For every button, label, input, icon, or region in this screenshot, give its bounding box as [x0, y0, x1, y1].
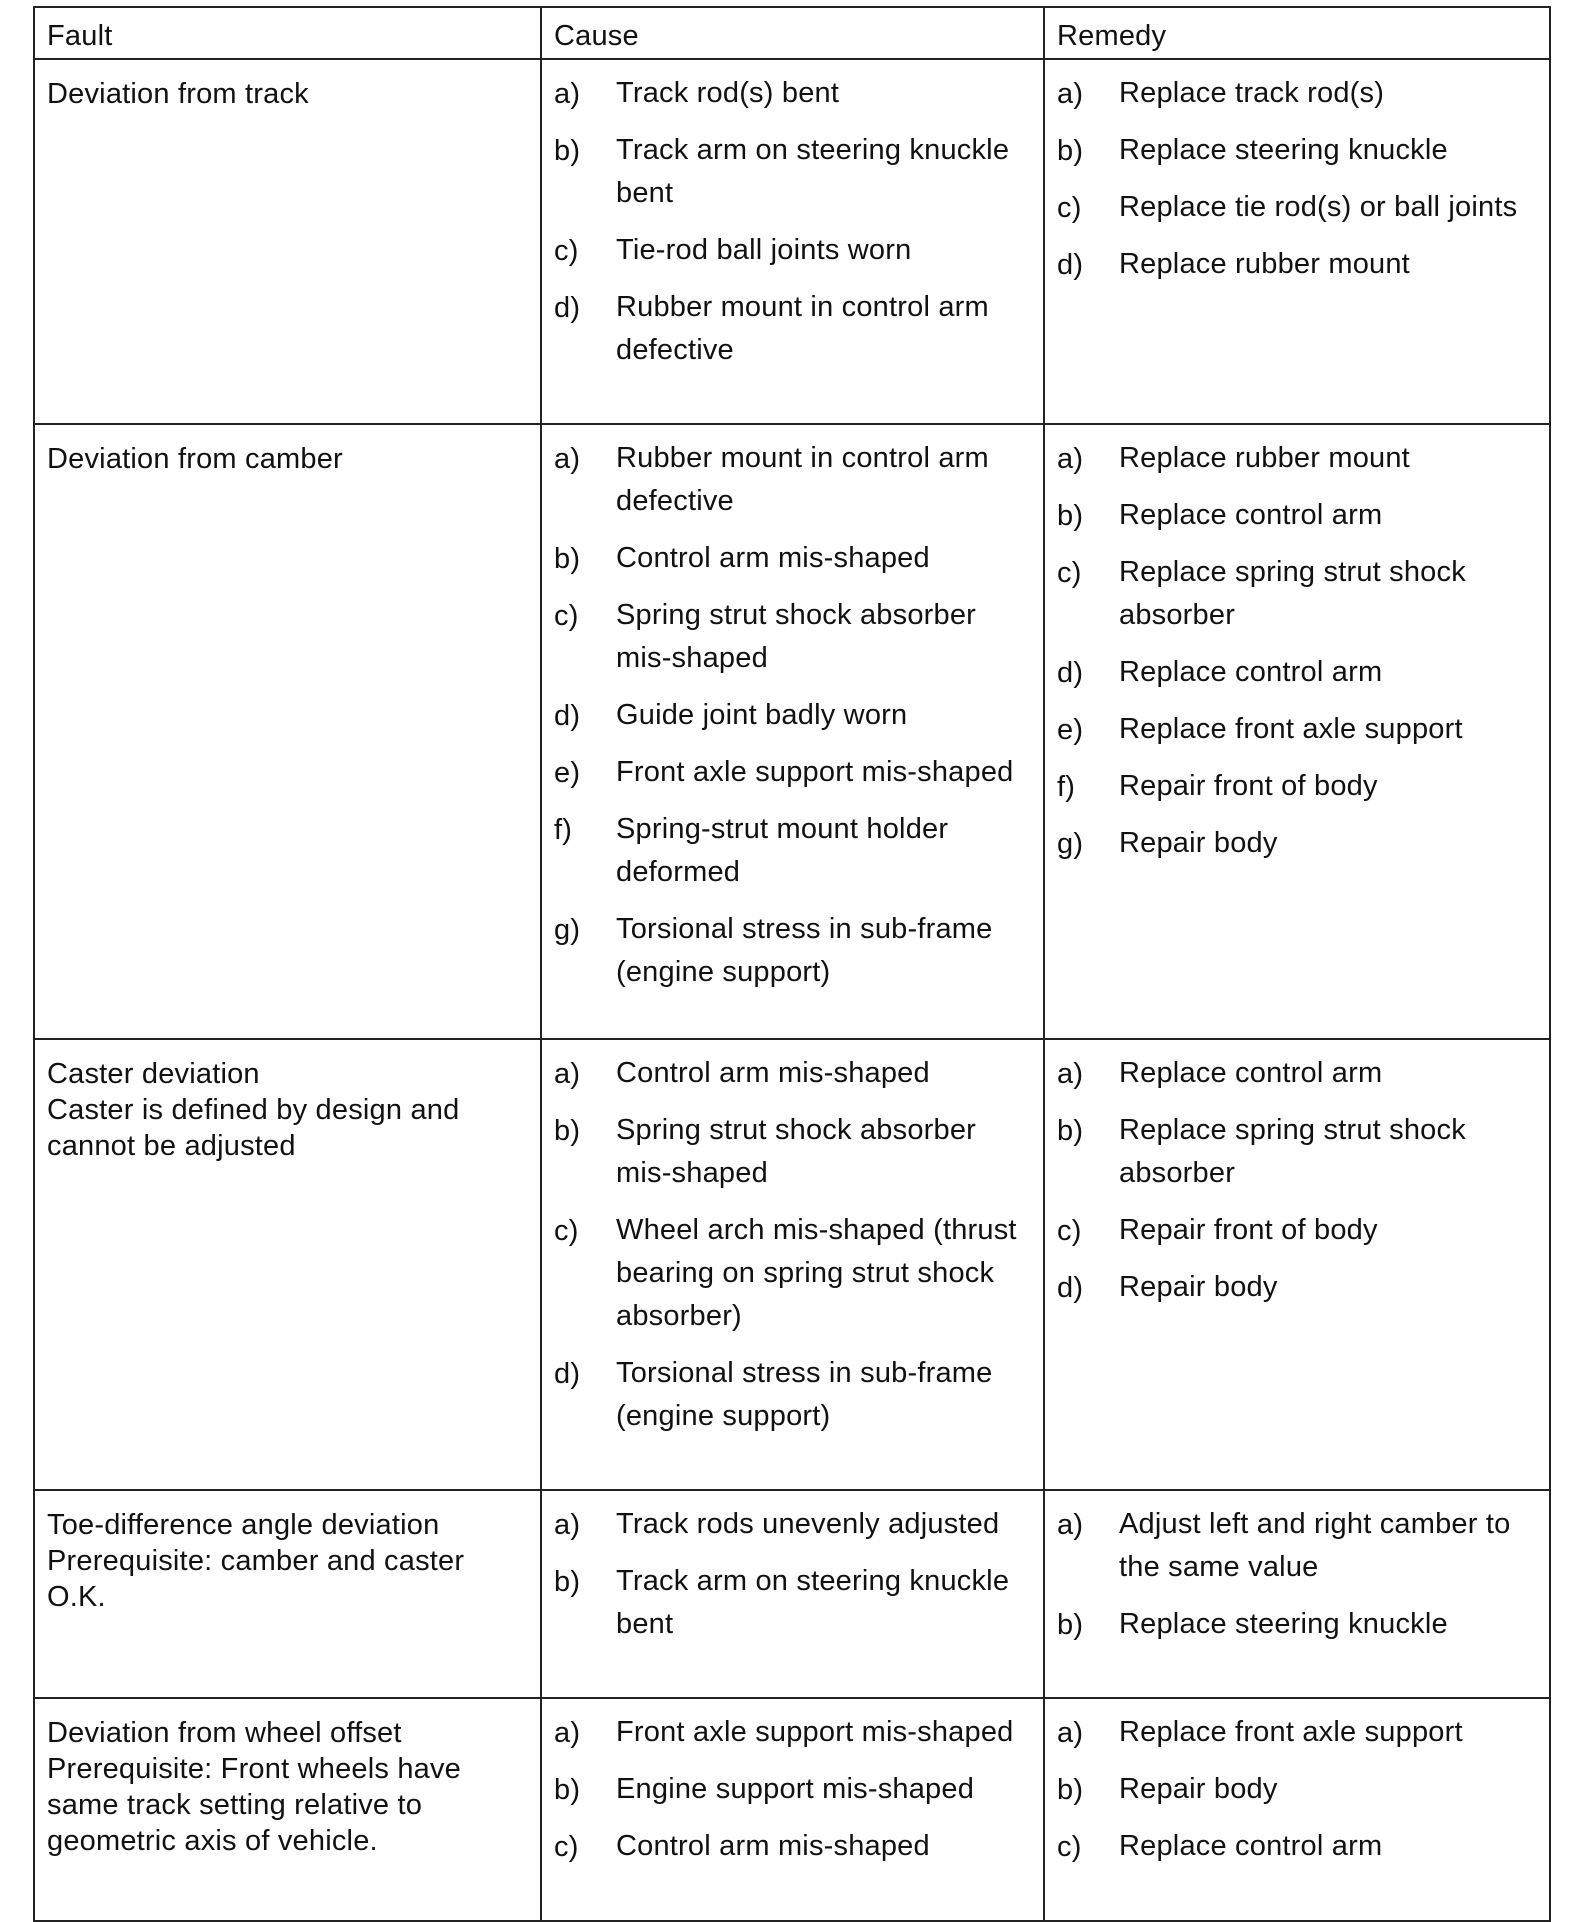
- fault-cell: [34, 424, 541, 1039]
- fault-cause-remedy-table: [33, 6, 1551, 1922]
- item-text: Replace rubber mount: [1119, 442, 1410, 474]
- cause-item: [554, 76, 1035, 115]
- item-text: Engine support mis-shaped: [616, 1773, 975, 1805]
- item-marker: b): [554, 543, 581, 575]
- item-text: Control arm mis-shaped: [616, 1057, 930, 1089]
- fault-text: Prerequisite: Front wheels have: [47, 1753, 462, 1785]
- table-row: [34, 424, 1550, 1039]
- item-text: Replace steering knuckle: [1119, 1608, 1448, 1640]
- remedy-cell: [1044, 59, 1550, 424]
- item-marker: d): [554, 292, 581, 324]
- item-marker: a): [1057, 1509, 1084, 1541]
- item-marker: a): [1057, 443, 1084, 475]
- item-marker: b): [1057, 500, 1084, 532]
- cause-item: [554, 290, 1035, 372]
- fault-text: geometric axis of vehicle.: [47, 1825, 378, 1857]
- item-marker: b): [1057, 1609, 1084, 1641]
- item-text: Replace control arm: [1119, 1830, 1383, 1862]
- item-marker: b): [1057, 1774, 1084, 1806]
- remedy-item: [1057, 712, 1541, 751]
- item-marker: c): [554, 235, 579, 267]
- remedy-item: [1057, 655, 1541, 694]
- remedy-cell: [1044, 424, 1550, 1039]
- item-marker: d): [1057, 249, 1084, 281]
- cause-item: [554, 755, 1035, 794]
- item-text: Replace control arm: [1119, 1057, 1383, 1089]
- item-marker: f): [554, 814, 573, 846]
- item-marker: a): [554, 1058, 581, 1090]
- cause-item: [554, 441, 1035, 523]
- cause-item: [554, 1772, 1035, 1811]
- item-text: Repair body: [1119, 827, 1278, 859]
- item-marker: f): [1057, 771, 1076, 803]
- fault-text: cannot be adjusted: [47, 1130, 296, 1162]
- item-marker: c): [1057, 192, 1082, 224]
- item-marker: c): [1057, 557, 1082, 589]
- item-marker: b): [1057, 1115, 1084, 1147]
- item-text: Guide joint badly worn: [616, 699, 908, 731]
- item-text: Replace tie rod(s) or ball joints: [1119, 191, 1518, 223]
- item-text: Replace track rod(s): [1119, 77, 1385, 109]
- item-text: Track arm on steering knuckle bent: [616, 134, 1010, 209]
- header-cause: Cause: [541, 7, 1044, 59]
- item-marker: d): [1057, 657, 1084, 689]
- item-marker: d): [1057, 1272, 1084, 1304]
- cause-item: [554, 1507, 1035, 1546]
- cause-item: [554, 1356, 1035, 1438]
- item-text: Adjust left and right camber to the same value: [1119, 1508, 1511, 1583]
- fault-cell: [34, 1490, 541, 1698]
- cause-item: [554, 1564, 1035, 1646]
- item-marker: a): [1057, 78, 1084, 110]
- item-marker: a): [1057, 1717, 1084, 1749]
- item-marker: a): [554, 443, 581, 475]
- cause-item: [554, 1829, 1035, 1868]
- remedy-cell: [1044, 1698, 1550, 1921]
- item-text: Replace control arm: [1119, 656, 1383, 688]
- item-marker: a): [554, 1509, 581, 1541]
- remedy-item: [1057, 76, 1541, 115]
- cause-item: [554, 1213, 1035, 1338]
- remedy-cell: [1044, 1039, 1550, 1490]
- item-marker: e): [1057, 714, 1084, 746]
- item-text: Replace steering knuckle: [1119, 134, 1448, 166]
- table-row: [34, 1039, 1550, 1490]
- item-marker: a): [1057, 1058, 1084, 1090]
- item-text: Track arm on steering knuckle bent: [616, 1565, 1010, 1640]
- item-marker: c): [554, 1831, 579, 1863]
- item-marker: c): [554, 600, 579, 632]
- item-text: Spring-strut mount holder deformed: [616, 813, 949, 888]
- fault-text: Caster is defined by design and: [47, 1094, 460, 1126]
- header-row: [34, 7, 1550, 59]
- item-marker: g): [1057, 828, 1084, 860]
- item-text: Torsional stress in sub-frame (engine support): [616, 913, 993, 988]
- item-text: Torsional stress in sub-frame (engine support): [616, 1357, 993, 1432]
- remedy-item: [1057, 555, 1541, 637]
- item-text: Spring strut shock absorber mis-shaped: [616, 599, 977, 674]
- header-remedy: Remedy: [1044, 7, 1550, 59]
- item-marker: e): [554, 757, 581, 789]
- cause-item: [554, 1056, 1035, 1095]
- fault-cell: [34, 1039, 541, 1490]
- item-text: Replace rubber mount: [1119, 248, 1410, 280]
- item-text: Replace spring strut shock absorber: [1119, 1114, 1466, 1189]
- item-text: Wheel arch mis-shaped (thrust bearing on spring strut shock absorber): [616, 1214, 1017, 1332]
- remedy-item: [1057, 1056, 1541, 1095]
- item-text: Rubber mount in control arm defective: [616, 291, 989, 366]
- item-marker: c): [1057, 1831, 1082, 1863]
- cause-item: [554, 1113, 1035, 1195]
- remedy-item: [1057, 247, 1541, 286]
- cause-item: [554, 541, 1035, 580]
- fault-text: Deviation from wheel offset: [47, 1717, 402, 1749]
- item-marker: d): [554, 1358, 581, 1390]
- item-text: Rubber mount in control arm defective: [616, 442, 989, 517]
- cause-item: [554, 912, 1035, 994]
- remedy-item: [1057, 190, 1541, 229]
- remedy-cell: [1044, 1490, 1550, 1698]
- item-text: Replace front axle support: [1119, 1716, 1463, 1748]
- item-marker: g): [554, 914, 581, 946]
- remedy-item: [1057, 498, 1541, 537]
- remedy-item: [1057, 1715, 1541, 1754]
- table-row: [34, 1698, 1550, 1921]
- item-marker: d): [554, 700, 581, 732]
- item-text: Tie-rod ball joints worn: [616, 234, 912, 266]
- table-row: [34, 1490, 1550, 1698]
- remedy-item: [1057, 441, 1541, 480]
- fault-text: O.K.: [47, 1581, 106, 1613]
- remedy-item: [1057, 1270, 1541, 1309]
- item-text: Replace control arm: [1119, 499, 1383, 531]
- remedy-item: [1057, 1113, 1541, 1195]
- cause-cell: [541, 1698, 1044, 1921]
- item-marker: c): [1057, 1215, 1082, 1247]
- item-text: Front axle support mis-shaped: [616, 756, 1014, 788]
- fault-cell: [34, 1698, 541, 1921]
- cause-item: [554, 1715, 1035, 1754]
- item-marker: b): [1057, 135, 1084, 167]
- remedy-item: [1057, 826, 1541, 865]
- cause-item: [554, 233, 1035, 272]
- remedy-item: [1057, 1772, 1541, 1811]
- header-fault: Fault: [34, 7, 541, 59]
- item-text: Replace front axle support: [1119, 713, 1463, 745]
- fault-text: Deviation from camber: [47, 443, 343, 475]
- item-text: Replace spring strut shock absorber: [1119, 556, 1466, 631]
- item-marker: b): [554, 1566, 581, 1598]
- item-text: Track rod(s) bent: [616, 77, 840, 109]
- remedy-item: [1057, 769, 1541, 808]
- item-marker: b): [554, 1115, 581, 1147]
- item-text: Repair front of body: [1119, 1214, 1378, 1246]
- remedy-item: [1057, 1829, 1541, 1868]
- item-text: Front axle support mis-shaped: [616, 1716, 1014, 1748]
- item-text: Track rods unevenly adjusted: [616, 1508, 1000, 1540]
- item-text: Spring strut shock absorber mis-shaped: [616, 1114, 977, 1189]
- fault-text: Prerequisite: camber and caster: [47, 1545, 465, 1577]
- item-text: Repair front of body: [1119, 770, 1378, 802]
- item-marker: b): [554, 135, 581, 167]
- fault-text: Caster deviation: [47, 1058, 260, 1090]
- remedy-item: [1057, 133, 1541, 172]
- cause-item: [554, 133, 1035, 215]
- cause-item: [554, 698, 1035, 737]
- fault-text: same track setting relative to: [47, 1789, 423, 1821]
- remedy-item: [1057, 1507, 1541, 1589]
- fault-text: Toe-difference angle deviation: [47, 1509, 440, 1541]
- item-text: Repair body: [1119, 1773, 1278, 1805]
- item-marker: b): [554, 1774, 581, 1806]
- table-row: [34, 59, 1550, 424]
- remedy-item: [1057, 1607, 1541, 1646]
- cause-cell: [541, 424, 1044, 1039]
- item-marker: a): [554, 1717, 581, 1749]
- fault-text: Deviation from track: [47, 78, 309, 110]
- cause-cell: [541, 59, 1044, 424]
- fault-cell: [34, 59, 541, 424]
- item-marker: c): [554, 1215, 579, 1247]
- cause-item: [554, 812, 1035, 894]
- cause-item: [554, 598, 1035, 680]
- cause-cell: [541, 1490, 1044, 1698]
- item-text: Repair body: [1119, 1271, 1278, 1303]
- item-text: Control arm mis-shaped: [616, 542, 930, 574]
- cause-cell: [541, 1039, 1044, 1490]
- item-marker: a): [554, 78, 581, 110]
- item-text: Control arm mis-shaped: [616, 1830, 930, 1862]
- remedy-item: [1057, 1213, 1541, 1252]
